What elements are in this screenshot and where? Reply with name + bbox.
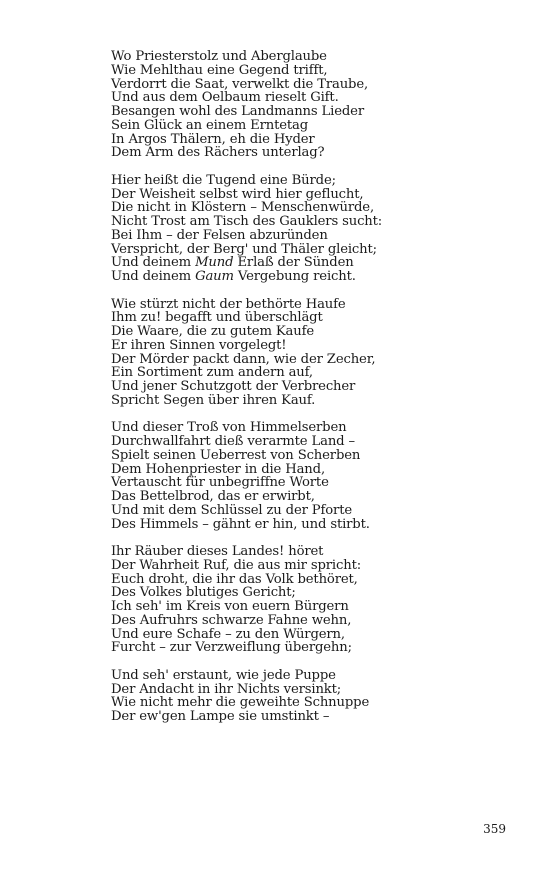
verse-line: Nicht Trost am Tisch des Gauklers sucht: — [111, 214, 383, 229]
verse-text: Und deinem — [111, 269, 196, 284]
verse-line: Wie Mehlthau eine Gegend trifft, — [111, 62, 328, 78]
verse-line: Bei Ihm – der Felsen abzuründen — [111, 227, 328, 243]
verse-line: Der Mörder packt dann, wie der Zecher, — [111, 351, 376, 367]
page-number: 359 — [483, 822, 506, 836]
stanza — [111, 545, 491, 655]
verse-line: Spielt seinen Ueberrest von Scherben — [111, 447, 361, 463]
verse-line: Der Wahrheit Ruf, die aus mir spricht: — [111, 557, 362, 573]
verse-line: Er ihren Sinnen vorgelegt! — [111, 337, 287, 353]
verse-line: Ich seh' im Kreis von euern Bürgern — [111, 599, 349, 614]
verse-line: Vertauscht für unbegriffne Worte — [111, 475, 329, 491]
verse-line: Der Weisheit selbst wird hier geflucht, — [111, 186, 364, 202]
verse-line: Hier heißt die Tugend eine Bürde; — [111, 172, 336, 188]
verse-emphasis: Mund — [195, 255, 234, 271]
verse-emphasis: Gaum — [195, 269, 234, 284]
verse-line: Und dieser Troß von Himmelserben — [111, 420, 347, 436]
verse-line: Und mit dem Schlüssel zu der Pforte — [111, 502, 352, 518]
verse-line: Wie stürzt nicht der bethörte Haufe — [111, 296, 346, 312]
verse-line: Und jener Schutzgott der Verbrecher — [111, 379, 356, 394]
verse-line: Ein Sortiment zum andern auf, — [111, 365, 313, 381]
verse-line: Durchwallfahrt dieß verarmte Land – — [111, 434, 355, 449]
poem-body — [111, 50, 491, 738]
verse-line: Die Waare, die zu gutem Kaufe — [111, 324, 314, 339]
verse-line: Des Volkes blutiges Gericht; — [111, 585, 296, 601]
verse-line — [111, 256, 491, 270]
verse-line: Furcht – zur Verzweiflung übergehn; — [111, 640, 352, 656]
stanza — [111, 50, 491, 160]
verse-line: Des Himmels – gähnt er hin, und stirbt. — [111, 516, 370, 532]
verse-line: Verspricht, der Berg' und Thäler gleicht; — [111, 241, 377, 257]
stanza — [111, 669, 491, 724]
stanza — [111, 174, 491, 284]
verse-text: Und deinem — [111, 255, 196, 271]
verse-line: Und seh' erstaunt, wie jede Puppe — [111, 667, 336, 683]
verse-line: Und eure Schafe – zu den Würgern, — [111, 626, 345, 642]
verse-line: Des Aufruhrs schwarze Fahne wehn, — [111, 612, 352, 628]
verse-text: Vergebung reicht. — [233, 269, 356, 284]
stanza — [111, 298, 491, 408]
verse-line: Besangen wohl des Landmanns Lieder — [111, 104, 364, 119]
verse-line: Dem Arm des Rächers unterlag? — [111, 145, 325, 161]
verse-line — [111, 270, 491, 284]
verse-line: Wie nicht mehr die geweihte Schnuppe — [111, 695, 370, 711]
verse-text: Erlaß der Sünden — [233, 255, 354, 271]
verse-line: Wo Priesterstolz und Aberglaube — [111, 49, 327, 64]
verse-line: Und aus dem Oelbaum rieselt Gift. — [111, 90, 339, 106]
verse-line: Der Andacht in ihr Nichts versinkt; — [111, 681, 342, 697]
verse-line: Das Bettelbrod, das er erwirbt, — [111, 489, 315, 504]
verse-line: Die nicht in Klöstern – Menschenwürde, — [111, 200, 374, 216]
verse-line: Euch droht, die ihr das Volk bethöret, — [111, 571, 358, 587]
verse-line: Sein Glück an einem Erntetag — [111, 117, 309, 133]
verse-line: Spricht Segen über ihren Kauf. — [111, 392, 316, 408]
verse-line: Ihr Räuber dieses Landes! höret — [111, 544, 324, 559]
verse-line: Der ew'gen Lampe sie umstinkt – — [111, 709, 330, 724]
verse-line: Verdorrt die Saat, verwelkt die Traube, — [111, 76, 369, 92]
stanza — [111, 421, 491, 531]
verse-line: Dem Hohenpriester in die Hand, — [111, 461, 325, 477]
verse-line: In Argos Thälern, eh die Hyder — [111, 131, 315, 147]
verse-line: Ihm zu! begafft und überschlägt — [111, 310, 323, 326]
